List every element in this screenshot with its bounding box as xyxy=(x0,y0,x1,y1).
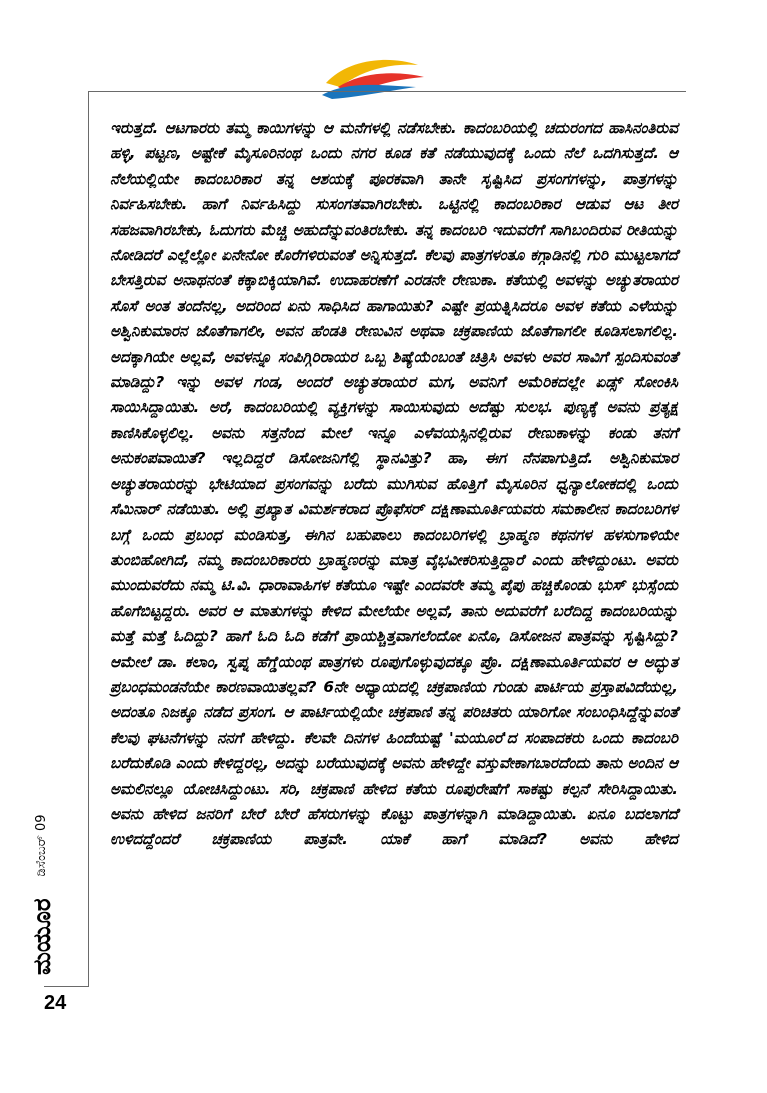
header-rule xyxy=(88,91,686,92)
magazine-name: ಮಯೂರ xyxy=(28,898,56,975)
magazine-logo-icon xyxy=(318,55,428,100)
side-rule xyxy=(88,91,89,986)
magazine-side-label xyxy=(28,815,56,975)
footer-rule xyxy=(44,986,89,987)
article-body: ಇರುತ್ತದೆ. ಆಟಗಾರರು ತಮ್ಮ ಕಾಯಿಗಳನ್ನು ಆ ಮನೆಗಳಲ್ಲಿ ನಡೆಸಬೇಕು. ಕಾದಂಬರಿಯಲ್ಲಿ ಚದುರಂಗದ ಹಾಸಿನಂತಿರುವ ಹಳ್ಳಿ, ಪಟ್ಟಣ, ಅಷ್ಟೇಕೆ ಮೈಸೂರಿನಂಥ ಒಂದು ನಗರ ಕೂಡ ಕತೆ ನಡೆಯುವುದಕ್ಕೆ ಒಂದು ನೆಲೆ ಒದಗಿಸುತ್ತದೆ. ಆ ನೆಲೆಯಲ್ಲಿಯೇ ಕಾದಂಬರಿಕಾರ ತನ್ನ ಆಶಯಕ್ಕೆ ಪೂರಕವಾಗಿ ತಾನೇ ಸೃಷ್ಟಿಸಿದ ಪ್ರಸಂಗಗಳನ್ನು, ಪಾತ್ರಗಳನ್ನು ನಿರ್ವಹಿಸಬೇಕು. ಹಾಗೆ ನಿರ್ವಹಿಸಿದ್ದು ಸುಸಂಗತವಾಗಿರಬೇಕು. ಒಟ್ಟಿನಲ್ಲಿ ಕಾದಂಬರಿಕಾರ ಆಡುವ ಆಟ ತೀರ ಸಹಜವಾಗಿರಬೇಕು, ಓದುಗರು ಮೆಚ್ಚಿ ಅಹುದೆನ್ನುವಂತಿರಬೇಕು. ತನ್ನ ಕಾದಂಬರಿ ಇದುವರೆಗೆ ಸಾಗಿಬಂದಿರುವ ರೀತಿಯನ್ನು ನೋಡಿದರೆ ಎಲ್ಲೆಲ್ಲೋ ಏನೇನೋ ಕೊರೆಗಳಿರುವಂತೆ ಅನ್ನಿಸುತ್ತದೆ. ಕೆಲವು ಪಾತ್ರಗಳಂತೂ ಕಗ್ಗಾಡಿನಲ್ಲಿ ಗುರಿ ಮುಟ್ಟಲಾಗದೆ ಬೇಸತ್ತಿರುವ ಅನಾಥನಂತೆ ಕಕ್ಕಾಬಿಕ್ಕಿಯಾಗಿವೆ. ಉದಾಹರಣೆಗೆ ಎರಡನೇ ರೇಣುಕಾ. ಕತೆಯಲ್ಲಿ ಅವಳನ್ನು ಅಚ್ಯುತರಾಯರ ಸೊಸೆ ಅಂತ ತಂದೆನಲ್ಲ, ಅದರಿಂದ ಏನು ಸಾಧಿಸಿದ ಹಾಗಾಯಿತು? ಎಷ್ಟೇ ಪ್ರಯತ್ನಿಸಿದರೂ ಅವಳ ಕತೆಯ ಎಳೆಯನ್ನು ಅಶ್ವಿನಿಕುಮಾರನ ಜೊತೆಗಾಗಲೀ, ಅವನ ಹೆಂಡತಿ ರೇಣುವಿನ ಅಥವಾ ಚಕ್ರಪಾಣಿಯ ಜೊತೆಗಾಗಲೀ ಕೂಡಿಸಲಾಗಲಿಲ್ಲ. ಅದಕ್ಕಾಗಿಯೇ ಅಲ್ಲವೆ, ಅವಳನ್ನೂ ಸಂಪಿಗ್ಗಿರಿರಾಯರ ಒಬ್ಬ ಶಿಷ್ಯೆಯೆಂಬಂತೆ ಚಿತ್ರಿಸಿ ಅವಳು ಅವರ ಸಾವಿಗೆ ಸ್ಪಂದಿಸುವಂತೆ ಮಾಡಿದ್ದು? ಇನ್ನು ಅವಳ ಗಂಡ, ಅಂದರೆ ಅಚ್ಯುತರಾಯರ ಮಗ, ಅವನಿಗೆ ಅಮೆರಿಕದಲ್ಲೇ ಏಡ್ಸ್ ಸೋಂಕಿಸಿ ಸಾಯಿಸಿದ್ದಾಯಿತು. ಅರೆ, ಕಾದಂಬರಿಯಲ್ಲಿ ವ್ಯಕ್ತಿಗಳನ್ನು ಸಾಯಿಸುವುದು ಅದೆಷ್ಟು ಸುಲಭ. ಪುಣ್ಯಕ್ಕೆ ಅವನು ಪ್ರತ್ಯಕ್ಷ ಕಾಣಿಸಿಕೊಳ್ಳಲಿಲ್ಲ. ಅವನು ಸತ್ತನೆಂದ ಮೇಲೆ ಇನ್ನೂ ಎಳೆವಯಸ್ಸಿನಲ್ಲಿರುವ ರೇಣುಕಾಳನ್ನು ಕಂಡು ತನಗೆ ಅನುಕಂಪವಾಯಿತೆ? ಇಲ್ಲದಿದ್ದರೆ ಡಿಸೋಜನಿಗೆಲ್ಲಿ ಸ್ಥಾನವಿತ್ತು? ಹಾ, ಈಗ ನೆನಪಾಗುತ್ತಿದೆ. ಅಶ್ವಿನಿಕುಮಾರ ಅಚ್ಯುತರಾಯರನ್ನು ಭೇಟಿಯಾದ ಪ್ರಸಂಗವನ್ನು ಬರೆದು ಮುಗಿಸುವ ಹೊತ್ತಿಗೆ ಮೈಸೂರಿನ ಧ್ವನ್ಯಾಲೋಕದಲ್ಲಿ ಒಂದು ಸೆಮಿನಾರ್ ನಡೆಯಿತು. ಅಲ್ಲಿ ಪ್ರಖ್ಯಾತ ವಿಮರ್ಶಕರಾದ ಪ್ರೊಫೆಸರ್ ದಕ್ಷಿಣಾಮೂರ್ತಿಯವರು ಸಮಕಾಲೀನ ಕಾದಂಬರಿಗಳ ಬಗ್ಗೆ ಒಂದು ಪ್ರಬಂಧ ಮಂಡಿಸುತ್ತ, ಈಗಿನ ಬಹುಪಾಲು ಕಾದಂಬರಿಗಳಲ್ಲಿ ಬ್ರಾಹ್ಮಣ ಕಥನಗಳ ಹಳಸುಗಾಳಿಯೇ ತುಂಬಿಹೋಗಿದೆ, ನಮ್ಮ ಕಾದಂಬರಿಕಾರರು ಬ್ರಾಹ್ಮಣರನ್ನು ಮಾತ್ರ ವೈಭವೀಕರಿಸುತ್ತಿದ್ದಾರೆ ಎಂದು ಹೇಳಿದ್ದುಂಟು. ಅವರು ಮುಂದುವರೆದು ನಮ್ಮ ಟಿ.ವಿ. ಧಾರಾವಾಹಿಗಳ ಕತೆಯೂ ಇಷ್ಟೇ ಎಂದವರೇ ತಮ್ಮ ಪೈಪು ಹಚ್ಚಿಕೊಂಡು ಭುಸ್ ಭುಸ್ಸೆಂದು ಹೊಗೆಬಿಟ್ಟದ್ದರು. ಅವರ ಆ ಮಾತುಗಳನ್ನು ಕೇಳಿದ ಮೇಲೆಯೇ ಅಲ್ಲವೆ, ತಾನು ಅದುವರೆಗೆ ಬರೆದಿದ್ದ ಕಾದಂಬರಿಯನ್ನು ಮತ್ತೆ ಮತ್ತೆ ಓದಿದ್ದು? ಹಾಗೆ ಓದಿ ಓದಿ ಕಡೆಗೆ ಪ್ರಾಯಶ್ಚಿತ್ತವಾಗಲೆಂದೋ ಏನೊ, ಡಿಸೋಜನ ಪಾತ್ರವನ್ನು ಸೃಷ್ಟಿಸಿದ್ದು? ಆಮೇಲೆ ಡಾ. ಕಲಾಂ, ಸ್ವಪ್ನ ಹೆಗ್ಡೆಯಂಥ ಪಾತ್ರಗಳು ರೂಪುಗೊಳ್ಳುವುದಕ್ಕೂ ಪ್ರೊ. ದಕ್ಷಿಣಾಮೂರ್ತಿಯವರ ಆ ಅದ್ಭುತ ಪ್ರಬಂಧಮಂಡನೆಯೇ ಕಾರಣವಾಯಿತಲ್ಲವೆ? 6ನೇ ಅಧ್ಯಾಯದಲ್ಲಿ ಚಕ್ರಪಾಣಿಯ ಗುಂಡು ಪಾರ್ಟಿಯ ಪ್ರಸ್ತಾಪವಿದೆಯಲ್ಲ, ಅದಂತೂ ನಿಜಕ್ಕೂ ನಡೆದ ಪ್ರಸಂಗ. ಆ ಪಾರ್ಟಿಯಲ್ಲಿಯೇ ಚಕ್ರಪಾಣಿ ತನ್ನ ಪರಿಚಿತರು ಯಾರಿಗೋ ಸಂಬಂಧಿಸಿದ್ದೆನ್ನುವಂತೆ ಕೆಲವು ಘಟನೆಗಳನ್ನು ನನಗೆ ಹೇಳಿದ್ದು. ಕೆಲವೇ ದಿನಗಳ ಹಿಂದೆಯಷ್ಟೆ 'ಮಯೂರ'ದ ಸಂಪಾದಕರು ಒಂದು ಕಾದಂಬರಿ ಬರೆದುಕೊಡಿ ಎಂದು ಕೇಳಿದ್ದರಲ್ಲ, ಅದನ್ನು ಬರೆಯುವುದಕ್ಕೆ ಅವನು ಹೇಳಿದ್ದೇ ವಸ್ತುವೇಕಾಗಬಾರದೆಂದು ತಾನು ಅಂದಿನ ಆ ಅಮಲಿನಲ್ಲೂ ಯೋಚಿಸಿದ್ದುಂಟು. ಸರಿ, ಚಕ್ರಪಾಣಿ ಹೇಳಿದ ಕತೆಯ ರೂಪುರೇಷೆಗೆ ಸಾಕಷ್ಟು ಕಲ್ಪನೆ ಸೇರಿಸಿದ್ದಾಯಿತು. ಅವನು ಹೇಳಿದ ಜನರಿಗೆ ಬೇರೆ ಬೇರೆ ಹೆಸರುಗಳನ್ನು ಕೊಟ್ಟು ಪಾತ್ರಗಳನ್ನಾಗಿ ಮಾಡಿದ್ದಾಯಿತು. ಏನೂ ಬದಲಾಗದೆ ಉಳಿದದ್ದೆಂದರೆ ಚಕ್ರಪಾಣಿಯ ಪಾತ್ರವೇ. ಯಾಕೆ ಹಾಗೆ ಮಾಡಿದೆ? ಅವನು ಹೇಳಿದ xyxy=(110,119,678,849)
page-number: 24 xyxy=(44,992,67,1014)
issue-date: ಡಿಸೆಂಬರ್ 09 xyxy=(34,814,49,877)
